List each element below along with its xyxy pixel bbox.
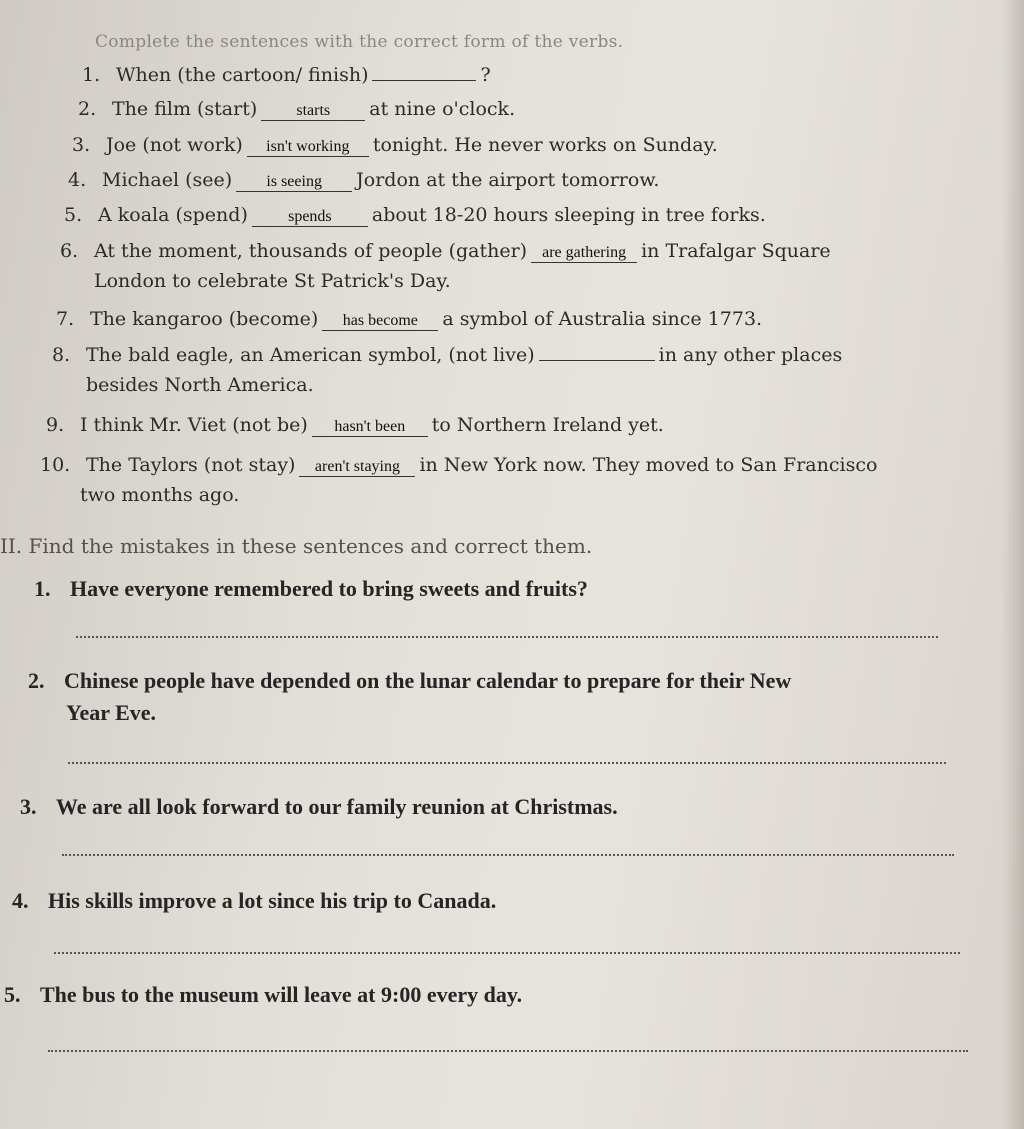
answer-blank[interactable]: isn't working (247, 138, 369, 157)
answer-blank[interactable]: is seeing (236, 173, 352, 192)
exercise-item: 5. A koala (spend) spends about 18-20 hours sleeping in tree forks. (64, 204, 766, 226)
mistake-item: 3. We are all look forward to our family reunion at Christmas. (20, 794, 618, 819)
exercise-item: 8. The bald eagle, an American symbol, (not live) in any other places (52, 344, 843, 366)
mistake-item: 2. Chinese people have depended on the lunar calendar to prepare for their New (28, 668, 792, 693)
mistake-item: 5. The bus to the museum will leave at 9:00 every day. (4, 982, 523, 1007)
answer-line[interactable] (62, 854, 954, 856)
mistake-item: 1. Have everyone remembered to bring sweets and fruits? (34, 576, 588, 601)
answer-blank[interactable] (539, 360, 655, 361)
exercise-item: 4. Michael (see) is seeing Jordon at the airport tomorrow. (68, 169, 660, 191)
exercise-item-continued: two months ago. (80, 484, 240, 506)
exercise-item: 9. I think Mr. Viet (not be) hasn't been to Northern Ireland yet. (46, 414, 664, 436)
answer-blank[interactable]: starts (261, 102, 365, 121)
mistake-item-continued: Year Eve. (66, 700, 157, 725)
section1-instruction: Complete the sentences with the correct form of the verbs. (95, 32, 624, 52)
exercise-item: 7. The kangaroo (become) has become a symbol of Australia since 1773. (56, 308, 763, 330)
answer-blank[interactable]: has become (322, 312, 438, 331)
page-edge-shadow (1002, 0, 1024, 1129)
exercise-item: 10. The Taylors (not stay) aren't staying in New York now. They moved to San Francisco (40, 454, 878, 476)
answer-blank[interactable]: aren't staying (299, 458, 415, 477)
exercise-item-continued: besides North America. (86, 374, 314, 396)
exercise-item: 2. The film (start) starts at nine o'clock. (78, 98, 516, 120)
exercise-item: 1. When (the cartoon/ finish) ? (82, 64, 491, 86)
answer-blank[interactable]: are gathering (531, 244, 637, 263)
answer-line[interactable] (76, 636, 938, 638)
answer-blank[interactable]: spends (252, 208, 368, 227)
answer-blank[interactable]: hasn't been (312, 418, 428, 437)
answer-line[interactable] (68, 762, 946, 764)
section2-title: II. Find the mistakes in these sentences and correct them. (0, 534, 593, 558)
exercise-item-continued: London to celebrate St Patrick's Day. (94, 270, 451, 292)
mistake-item: 4. His skills improve a lot since his trip to Canada. (12, 888, 497, 913)
exercise-item: 6. At the moment, thousands of people (gather) are gathering in Trafalgar Square (60, 240, 831, 262)
answer-line[interactable] (48, 1050, 968, 1052)
exercise-item: 3. Joe (not work) isn't working tonight. He never works on Sunday. (72, 134, 718, 156)
answer-line[interactable] (54, 952, 960, 954)
answer-blank[interactable] (372, 80, 476, 81)
